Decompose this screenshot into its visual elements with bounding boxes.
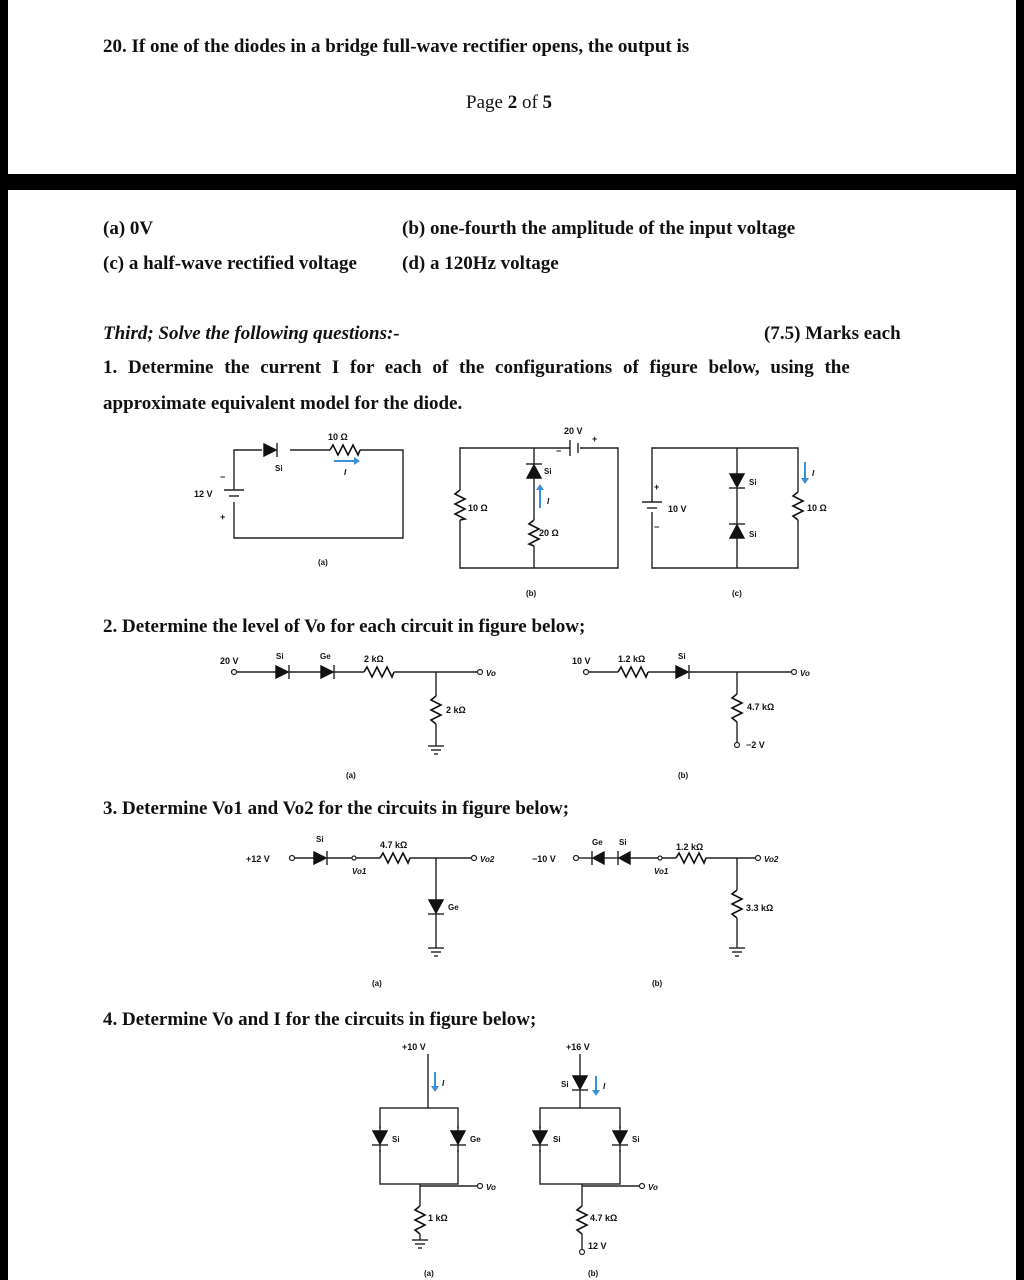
q4b-v12-label: 12 V xyxy=(588,1241,607,1251)
q2a-r-series-label: 2 kΩ xyxy=(364,654,384,664)
q1c-si-diode-top-icon xyxy=(730,474,744,487)
q3a-si-diode-icon xyxy=(314,852,326,864)
q1a-si-diode-icon xyxy=(264,444,276,456)
q3b-v-label: −10 V xyxy=(532,854,556,864)
q3b-fig-label: (b) xyxy=(652,979,663,988)
q1c-si-top-label: Si xyxy=(749,478,757,487)
q2b-vo-label: Vo xyxy=(800,669,810,678)
q1c-fig-label: (c) xyxy=(732,589,742,598)
q4b-fig-label: (b) xyxy=(588,1269,599,1278)
page-number: Page 2 of 5 xyxy=(466,92,553,113)
q3b-ge-diode-icon xyxy=(593,852,604,864)
question-1-line1: 1. Determine the current I for each of the configurations of figure below, using the xyxy=(103,357,850,378)
q2-circuit-a xyxy=(220,652,496,780)
q1a-resistor-icon xyxy=(330,445,360,455)
question-3: 3. Determine Vo1 and Vo2 for the circuits in figure below; xyxy=(103,798,570,819)
q2a-resistor-series-icon xyxy=(364,667,394,677)
q1c-plus: + xyxy=(654,482,660,492)
q2b-si-diode-icon xyxy=(676,666,688,678)
q1a-fig-label: (a) xyxy=(318,558,328,567)
q1a-v-label: 12 V xyxy=(194,489,213,499)
option-d: (d) a 120Hz voltage xyxy=(402,253,559,274)
q1c-si-diode-bottom-icon xyxy=(730,525,744,538)
q4b-resistor-icon xyxy=(577,1206,587,1234)
q1b-plus: + xyxy=(592,434,598,444)
q1-circuit-c xyxy=(642,448,827,598)
q4a-resistor-icon xyxy=(415,1206,425,1234)
q2b-v-label: 10 V xyxy=(572,656,591,666)
q2a-si-diode-icon xyxy=(276,666,288,678)
q3b-si-diode-icon xyxy=(619,852,630,864)
q3a-fig-label: (a) xyxy=(372,979,382,988)
q4-circuit-b xyxy=(530,1042,658,1278)
q2b-resistor-shunt-icon xyxy=(732,694,742,722)
q1b-si-diode-icon xyxy=(527,465,541,478)
q2b-r-shunt-label: 4.7 kΩ xyxy=(747,702,775,712)
q4b-si-top-diode-icon xyxy=(573,1076,587,1089)
q2a-resistor-shunt-icon xyxy=(431,696,441,724)
section-title: Third; Solve the following questions:- xyxy=(103,323,400,344)
q4-circuit-a xyxy=(370,1042,496,1278)
q3b-r-shunt-label: 3.3 kΩ xyxy=(746,903,774,913)
q1a-plus: + xyxy=(220,512,226,522)
q3a-vo2-label: Vo2 xyxy=(480,855,495,864)
option-a: (a) 0V xyxy=(103,218,154,239)
q1b-resistor-10-icon xyxy=(455,490,465,520)
q1a-minus: − xyxy=(220,472,226,482)
q1a-r-label: 10 Ω xyxy=(328,432,348,442)
q4a-ge-label: Ge xyxy=(470,1135,481,1144)
q2b-fig-label: (b) xyxy=(678,771,689,780)
q1b-fig-label: (b) xyxy=(526,589,537,598)
page-top-section xyxy=(8,0,1016,174)
q2a-ge-diode-icon xyxy=(321,666,333,678)
q2a-vo-label: Vo xyxy=(486,669,496,678)
q2b-r-series-label: 1.2 kΩ xyxy=(618,654,646,664)
q2a-si-label: Si xyxy=(276,652,284,661)
q1b-r10-label: 10 Ω xyxy=(468,503,488,513)
q3-circuit-b xyxy=(532,838,779,988)
q1a-si-label: Si xyxy=(275,464,283,473)
q1b-v-label: 20 V xyxy=(564,426,583,436)
q1b-i-label: I xyxy=(547,497,550,506)
q4b-si-top-label: Si xyxy=(561,1080,569,1089)
q3-circuit-a xyxy=(246,835,495,988)
q4a-i-label: I xyxy=(442,1079,445,1088)
q4b-i-label: I xyxy=(603,1082,606,1091)
q1b-resistor-20-icon xyxy=(529,520,539,546)
q1b-minus: − xyxy=(556,446,562,456)
q3b-r-series-label: 1.2 kΩ xyxy=(676,842,704,852)
q3a-ge-diode-icon xyxy=(429,900,443,913)
q3b-ge-label: Ge xyxy=(592,838,603,847)
q4b-si-right-label: Si xyxy=(632,1135,640,1144)
q1c-resistor-icon xyxy=(793,492,803,520)
q1c-minus: − xyxy=(654,522,660,532)
q3a-r-label: 4.7 kΩ xyxy=(380,840,408,850)
q3b-vo2-label: Vo2 xyxy=(764,855,779,864)
question-2: 2. Determine the level of Vo for each circuit in figure below; xyxy=(103,616,586,637)
q4a-vo-label: Vo xyxy=(486,1183,496,1192)
q3a-resistor-icon xyxy=(380,853,410,863)
q1a-i-label: I xyxy=(344,468,347,477)
section-marks: (7.5) Marks each xyxy=(764,323,901,344)
q2a-r-shunt-label: 2 kΩ xyxy=(446,705,466,715)
q4a-fig-label: (a) xyxy=(424,1269,434,1278)
page-main-section xyxy=(8,190,1016,1280)
q1c-i-label: I xyxy=(812,469,815,478)
question-4: 4. Determine Vo and I for the circuits in figure below; xyxy=(103,1009,537,1030)
q3a-si-label: Si xyxy=(316,835,324,844)
q3b-si-label: Si xyxy=(619,838,627,847)
q1c-v-label: 10 V xyxy=(668,504,687,514)
circuit-figures xyxy=(8,190,1016,1280)
q2b-neg-v-label: −2 V xyxy=(746,740,765,750)
q3b-vo1-label: Vo1 xyxy=(654,867,669,876)
q1b-r20-label: 20 Ω xyxy=(539,528,559,538)
option-b: (b) one-fourth the amplitude of the input voltage xyxy=(402,218,796,239)
q2-circuit-b xyxy=(572,652,810,780)
q3a-ge-label: Ge xyxy=(448,903,459,912)
q4b-r-label: 4.7 kΩ xyxy=(590,1213,618,1223)
q2a-ge-label: Ge xyxy=(320,652,331,661)
q1c-r-label: 10 Ω xyxy=(807,503,827,513)
q1-circuit-b xyxy=(455,426,618,598)
q4a-r-label: 1 kΩ xyxy=(428,1213,448,1223)
q2b-si-label: Si xyxy=(678,652,686,661)
q3a-v-label: +12 V xyxy=(246,854,270,864)
question-1-line2: approximate equivalent model for the diode. xyxy=(103,393,463,414)
question-20: 20. If one of the diodes in a bridge full-wave rectifier opens, the output is xyxy=(103,36,690,57)
q2a-fig-label: (a) xyxy=(346,771,356,780)
q1c-si-bottom-label: Si xyxy=(749,530,757,539)
q4b-si-left-label: Si xyxy=(553,1135,561,1144)
q4a-v-label: +10 V xyxy=(402,1042,426,1052)
option-c: (c) a half-wave rectified voltage xyxy=(103,253,357,274)
q1b-si-label: Si xyxy=(544,467,552,476)
q3b-resistor-shunt-icon xyxy=(732,890,742,918)
q2a-v-label: 20 V xyxy=(220,656,239,666)
q3b-resistor-series-icon xyxy=(676,853,706,863)
q4b-v-label: +16 V xyxy=(566,1042,590,1052)
q4b-vo-label: Vo xyxy=(648,1183,658,1192)
q2b-resistor-series-icon xyxy=(618,667,648,677)
q3a-vo1-label: Vo1 xyxy=(352,867,367,876)
q1-circuit-a xyxy=(194,432,403,567)
q4a-si-label: Si xyxy=(392,1135,400,1144)
